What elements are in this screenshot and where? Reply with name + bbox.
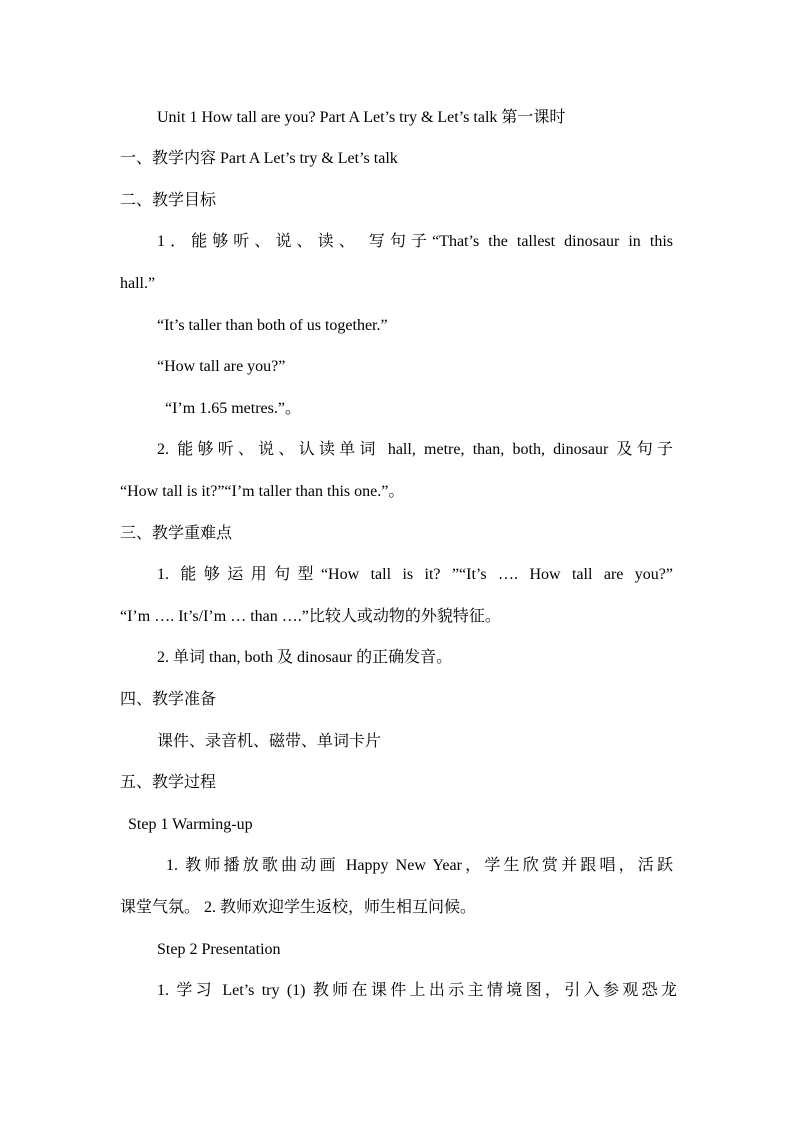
prep-materials: 课件、录音机、磁带、单词卡片 bbox=[157, 733, 382, 750]
keypoint-2: 2. 单词 than, both 及 dinosaur 的正确发音。 bbox=[157, 649, 453, 666]
step-1-line-2: 课堂气氛。 2. 教师欢迎学生返校，师生相互问候。 bbox=[120, 899, 477, 916]
goal-1-line-5: “I’m 1.65 metres.”。 bbox=[165, 400, 301, 417]
section-heading-process: 五、教学过程 bbox=[120, 774, 217, 791]
section-heading-goals: 二、教学目标 bbox=[120, 192, 217, 209]
section-heading-content: 一、教学内容 Part A Let’s try & Let’s talk bbox=[120, 150, 398, 167]
goal-1-line-4: “How tall are you?” bbox=[157, 358, 286, 375]
goal-1-line-2: hall.” bbox=[120, 275, 156, 292]
goal-2-line-1: 2. 能够听、说、认读单词 hall, metre, than, both, dinosaur 及句子 bbox=[157, 441, 673, 458]
step-2-line-1: 1. 学习 Let’s try (1) 教师在课件上出示主情境图，引入参观恐龙 bbox=[157, 982, 677, 999]
goal-1-line-1: 1．能够听、说、读、 写句子“That’s the tallest dinosaur in this bbox=[157, 233, 673, 250]
keypoint-1-line-2: “I’m …. It’s/I’m … than ….”比较人或动物的外貌特征。 bbox=[120, 608, 501, 625]
step-1-line-1: 1. 教师播放歌曲动画 Happy New Year，学生欣赏并跟唱，活跃 bbox=[166, 857, 673, 874]
section-heading-keypoints: 三、教学重难点 bbox=[120, 525, 233, 542]
keypoint-1-line-1: 1. 能够运用句型“How tall is it? ”“It’s …. How tall are you?” bbox=[157, 566, 673, 583]
section-heading-prep: 四、教学准备 bbox=[120, 691, 217, 708]
goal-2-line-2: “How tall is it?”“I’m taller than this one.”。 bbox=[120, 483, 405, 500]
step-2-title: Step 2 Presentation bbox=[157, 941, 281, 958]
goal-1-line-3: “It’s taller than both of us together.” bbox=[157, 317, 388, 334]
document-title: Unit 1 How tall are you? Part A Let’s try & Let’s talk 第一课时 bbox=[157, 109, 566, 126]
step-1-title: Step 1 Warming-up bbox=[128, 816, 253, 833]
